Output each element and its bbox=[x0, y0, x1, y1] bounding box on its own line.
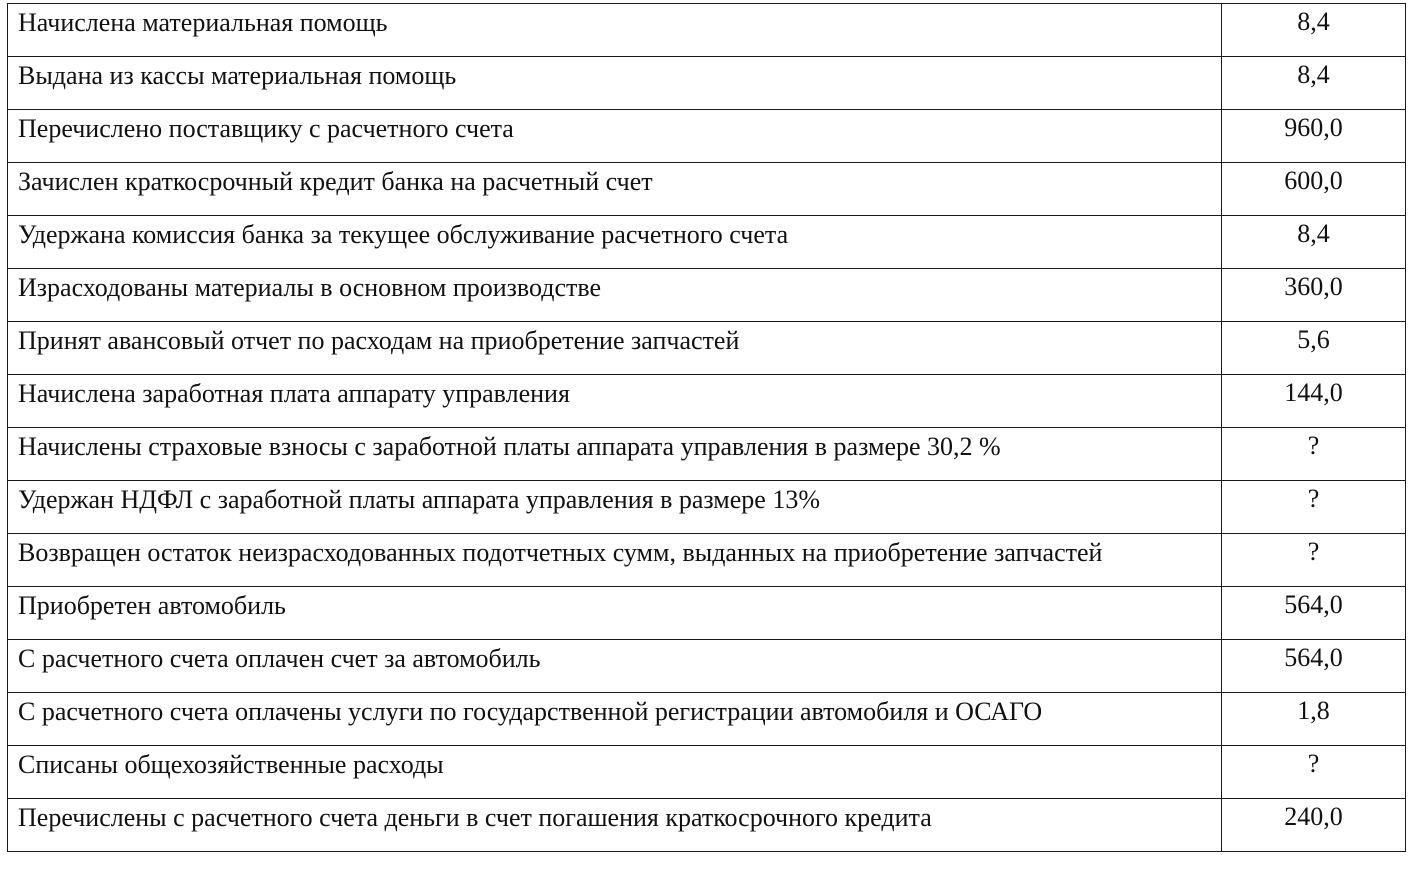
operation-cell: Приобретен автомобиль bbox=[8, 587, 1222, 640]
table-row bbox=[8, 163, 1406, 216]
table-row bbox=[8, 799, 1406, 852]
amount-cell: 1,8 bbox=[1222, 693, 1406, 746]
amount-cell: ? bbox=[1222, 428, 1406, 481]
operation-cell: Удержан НДФЛ с заработной платы аппарата управления в размере 13% bbox=[8, 481, 1222, 534]
amount-cell: 600,0 bbox=[1222, 163, 1406, 216]
amount-cell: 360,0 bbox=[1222, 269, 1406, 322]
amount-cell: 960,0 bbox=[1222, 110, 1406, 163]
table-row bbox=[8, 322, 1406, 375]
operation-cell: Перечислено поставщику с расчетного счета bbox=[8, 110, 1222, 163]
table-row bbox=[8, 481, 1406, 534]
table-row bbox=[8, 57, 1406, 110]
operation-cell: Начислены страховые взносы с заработной платы аппарата управления в размере 30,2 % bbox=[8, 428, 1222, 481]
table-row bbox=[8, 693, 1406, 746]
table-row bbox=[8, 640, 1406, 693]
operation-cell: С расчетного счета оплачен счет за автомобиль bbox=[8, 640, 1222, 693]
operation-cell: Израсходованы материалы в основном производстве bbox=[8, 269, 1222, 322]
amount-cell: ? bbox=[1222, 746, 1406, 799]
table-row bbox=[8, 428, 1406, 481]
amount-cell: 5,6 bbox=[1222, 322, 1406, 375]
operation-cell: Начислена заработная плата аппарату управления bbox=[8, 375, 1222, 428]
amount-cell: ? bbox=[1222, 534, 1406, 587]
operation-cell: Принят авансовый отчет по расходам на приобретение запчастей bbox=[8, 322, 1222, 375]
operation-cell: Начислена материальная помощь bbox=[8, 4, 1222, 57]
amount-cell: 240,0 bbox=[1222, 799, 1406, 852]
table-row bbox=[8, 746, 1406, 799]
amount-cell: 8,4 bbox=[1222, 57, 1406, 110]
amount-cell: 8,4 bbox=[1222, 4, 1406, 57]
table-row bbox=[8, 587, 1406, 640]
operation-cell: Списаны общехозяйственные расходы bbox=[8, 746, 1222, 799]
amount-cell: 144,0 bbox=[1222, 375, 1406, 428]
amount-cell: 564,0 bbox=[1222, 640, 1406, 693]
table-row bbox=[8, 269, 1406, 322]
operation-cell: Выдана из кассы материальная помощь bbox=[8, 57, 1222, 110]
operation-cell: Перечислены с расчетного счета деньги в счет погашения краткосрочного кредита bbox=[8, 799, 1222, 852]
table-row bbox=[8, 216, 1406, 269]
operation-cell: Удержана комиссия банка за текущее обслуживание расчетного счета bbox=[8, 216, 1222, 269]
table-row bbox=[8, 534, 1406, 587]
transactions-table-body bbox=[8, 4, 1406, 852]
table-row bbox=[8, 110, 1406, 163]
operation-cell: С расчетного счета оплачены услуги по государственной регистрации автомобиля и ОСАГО bbox=[8, 693, 1222, 746]
operation-cell: Зачислен краткосрочный кредит банка на расчетный счет bbox=[8, 163, 1222, 216]
amount-cell: ? bbox=[1222, 481, 1406, 534]
operation-cell: Возвращен остаток неизрасходованных подотчетных сумм, выданных на приобретение запчастей bbox=[8, 534, 1222, 587]
amount-cell: 8,4 bbox=[1222, 216, 1406, 269]
transactions-table bbox=[7, 3, 1406, 852]
amount-cell: 564,0 bbox=[1222, 587, 1406, 640]
table-row bbox=[8, 4, 1406, 57]
text-cursor-mark bbox=[1405, 222, 1406, 246]
table-row bbox=[8, 375, 1406, 428]
